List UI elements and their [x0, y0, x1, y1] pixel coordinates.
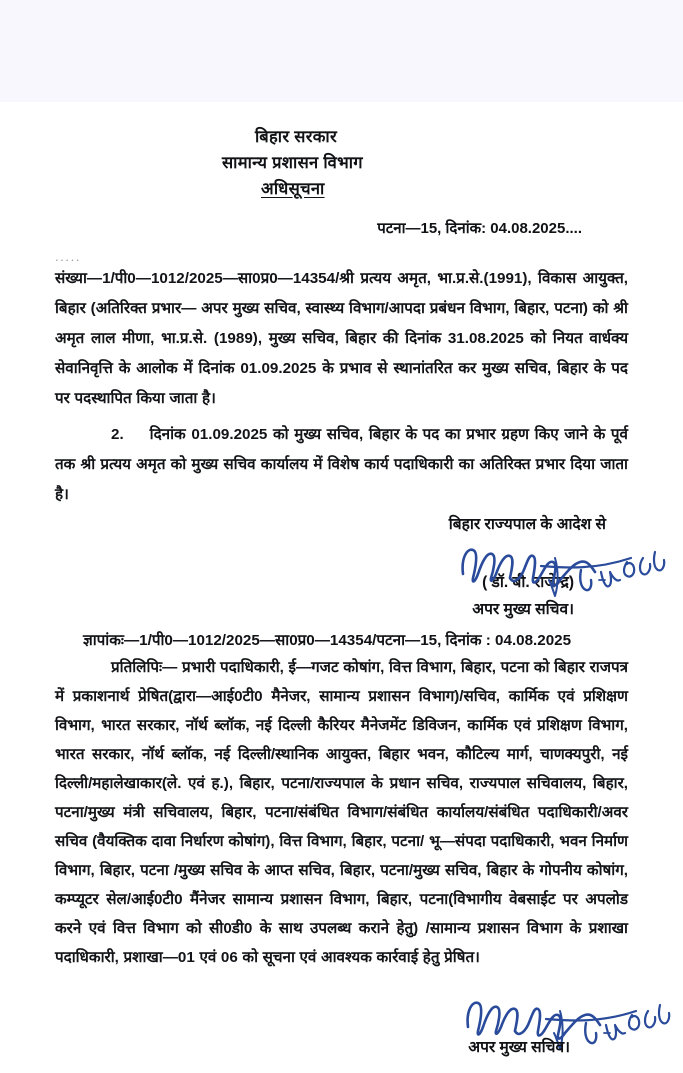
paragraph-two-text: दिनांक 01.09.2025 को मुख्य सचिव, बिहार के पद का प्रभार ग्रहण किए जाने के पूर्व तक श्री प्रत्यय अमृत को मुख्य सचिव कार्यालय में विशेष कार्य पदाधिकारी का अतिरिक्त प्रभार दिया जाता है।	[55, 426, 628, 503]
signature-block-lower	[55, 987, 628, 1073]
signatory-designation: अपर मुख्य सचिव।	[472, 601, 574, 618]
heading-line-department: सामान्य प्रशासन विभाग	[222, 154, 363, 172]
document-sheet	[0, 102, 683, 1057]
paragraph-two-number: 2.	[111, 426, 124, 443]
document-content	[55, 102, 628, 1073]
place-and-date: पटना—15, दिनांक: 04.08.2025....	[377, 220, 582, 237]
paragraph-two	[55, 420, 628, 510]
copy-distribution-paragraph	[55, 653, 628, 972]
copy-body-text: प्रभारी पदाधिकारी, ई—गजट कोषांग, वित्त विभाग, बिहार, पटना को बिहार राजपत्र में प्रकाशनार्थ प्रेषित(द्वारा—आई0टी0 मैनेजर, सामान्य प्रशासन विभाग)/सचिव, कार्मिक एवं प्रशिक्षण विभाग, भारत सरकार, नॉर्थ ब्लॉक, नई दिल्ली कैरियर मैनेजमेंट डिविजन, कार्मिक एवं प्रशिक्षण विभाग, भारत सरकार, नॉर्थ ब्लॉक, नई दिल्ली/स्थानिक आयुक्त, बिहार भवन, कौटिल्य मार्ग, चाणक्यपुरी, नई दिल्ली/महालेखाकार(ले. एवं ह.), बिहार, पटना/राज्यपाल के प्रधान सचिव, राज्यपाल सचिवालय, बिहार, पटना/मुख्य मंत्री सचिवालय, बिहार, पटना/संबंधित विभाग/संबंधित कार्यालय/संबंधित पदाधिकारी/अवर सचिव (वैयक्तिक दावा निर्धारण कोषांग), वित्त विभाग, बिहार, पटना/ भू—संपदा पदाधिकारी, भवन निर्माण विभाग, बिहार, पटना /मुख्य सचिव के आप्त सचिव, बिहार, पटना/मुख्य सचिव, बिहार के गोपनीय कोषांग, कम्प्यूटर सेल/आई0टी0 मैंनेजर सामान्य प्रशासन विभाग, बिहार, पटना(विभागीय वेबसाईट पर अपलोड करने एवं वित्त विभाग को सी0डी0 के साथ उपलब्ध कराने हेतु) /सामान्य प्रशासन विभाग के प्रशाखा पदाधिकारी, प्रशाखा—01 एवं 06 को सूचना एवं आवश्यक कार्रवाई हेतु प्रेषित।	[55, 659, 628, 966]
copy-label: प्रतिलिपिः—	[111, 659, 178, 676]
paragraph-one: संख्या—1/पी0—1012/2025—सा0प्र0—14354/श्री प्रत्यय अमृत, भा.प्र.से.(1991), विकास आयुक्त, बिहार (अतिरिक्त प्रभार— अपर मुख्य सचिव, स्वास्थ्य विभाग/आपदा प्रबंधन विभाग, बिहार, पटना) को श्री अमृत लाल मीणा, भा.प्र.से. (1989), मुख्य सचिव, बिहार की दिनांक 31.08.2025 को नियत वार्धक्य सेवानिवृत्ति के आलोक में दिनांक 01.09.2025 के प्रभाव से स्थानांतरित कर मुख्य सचिव, बिहार के पद पर पदस्थापित किया जाता है।	[55, 270, 628, 407]
memo-number-line: ज्ञापांकः—1/पी0—1012/2025—सा0प्र0—14354/पटना—15, दिनांक : 04.08.2025	[83, 632, 572, 649]
signature-block-upper	[55, 512, 628, 620]
leading-dots: .....	[55, 249, 82, 264]
document-heading	[55, 124, 628, 202]
signatory-designation-lower: अपर मुख्य सचिव।	[468, 1039, 570, 1057]
heading-line-government: बिहार सरकार	[255, 128, 338, 146]
heading-line-notification: अधिसूचना	[261, 180, 325, 198]
scan-top-margin-band	[0, 0, 683, 102]
by-order-of-governor: बिहार राज्यपाल के आदेश से	[448, 516, 606, 533]
signatory-name: ( डॉ. बी. राजेन्द्र)	[482, 574, 574, 591]
